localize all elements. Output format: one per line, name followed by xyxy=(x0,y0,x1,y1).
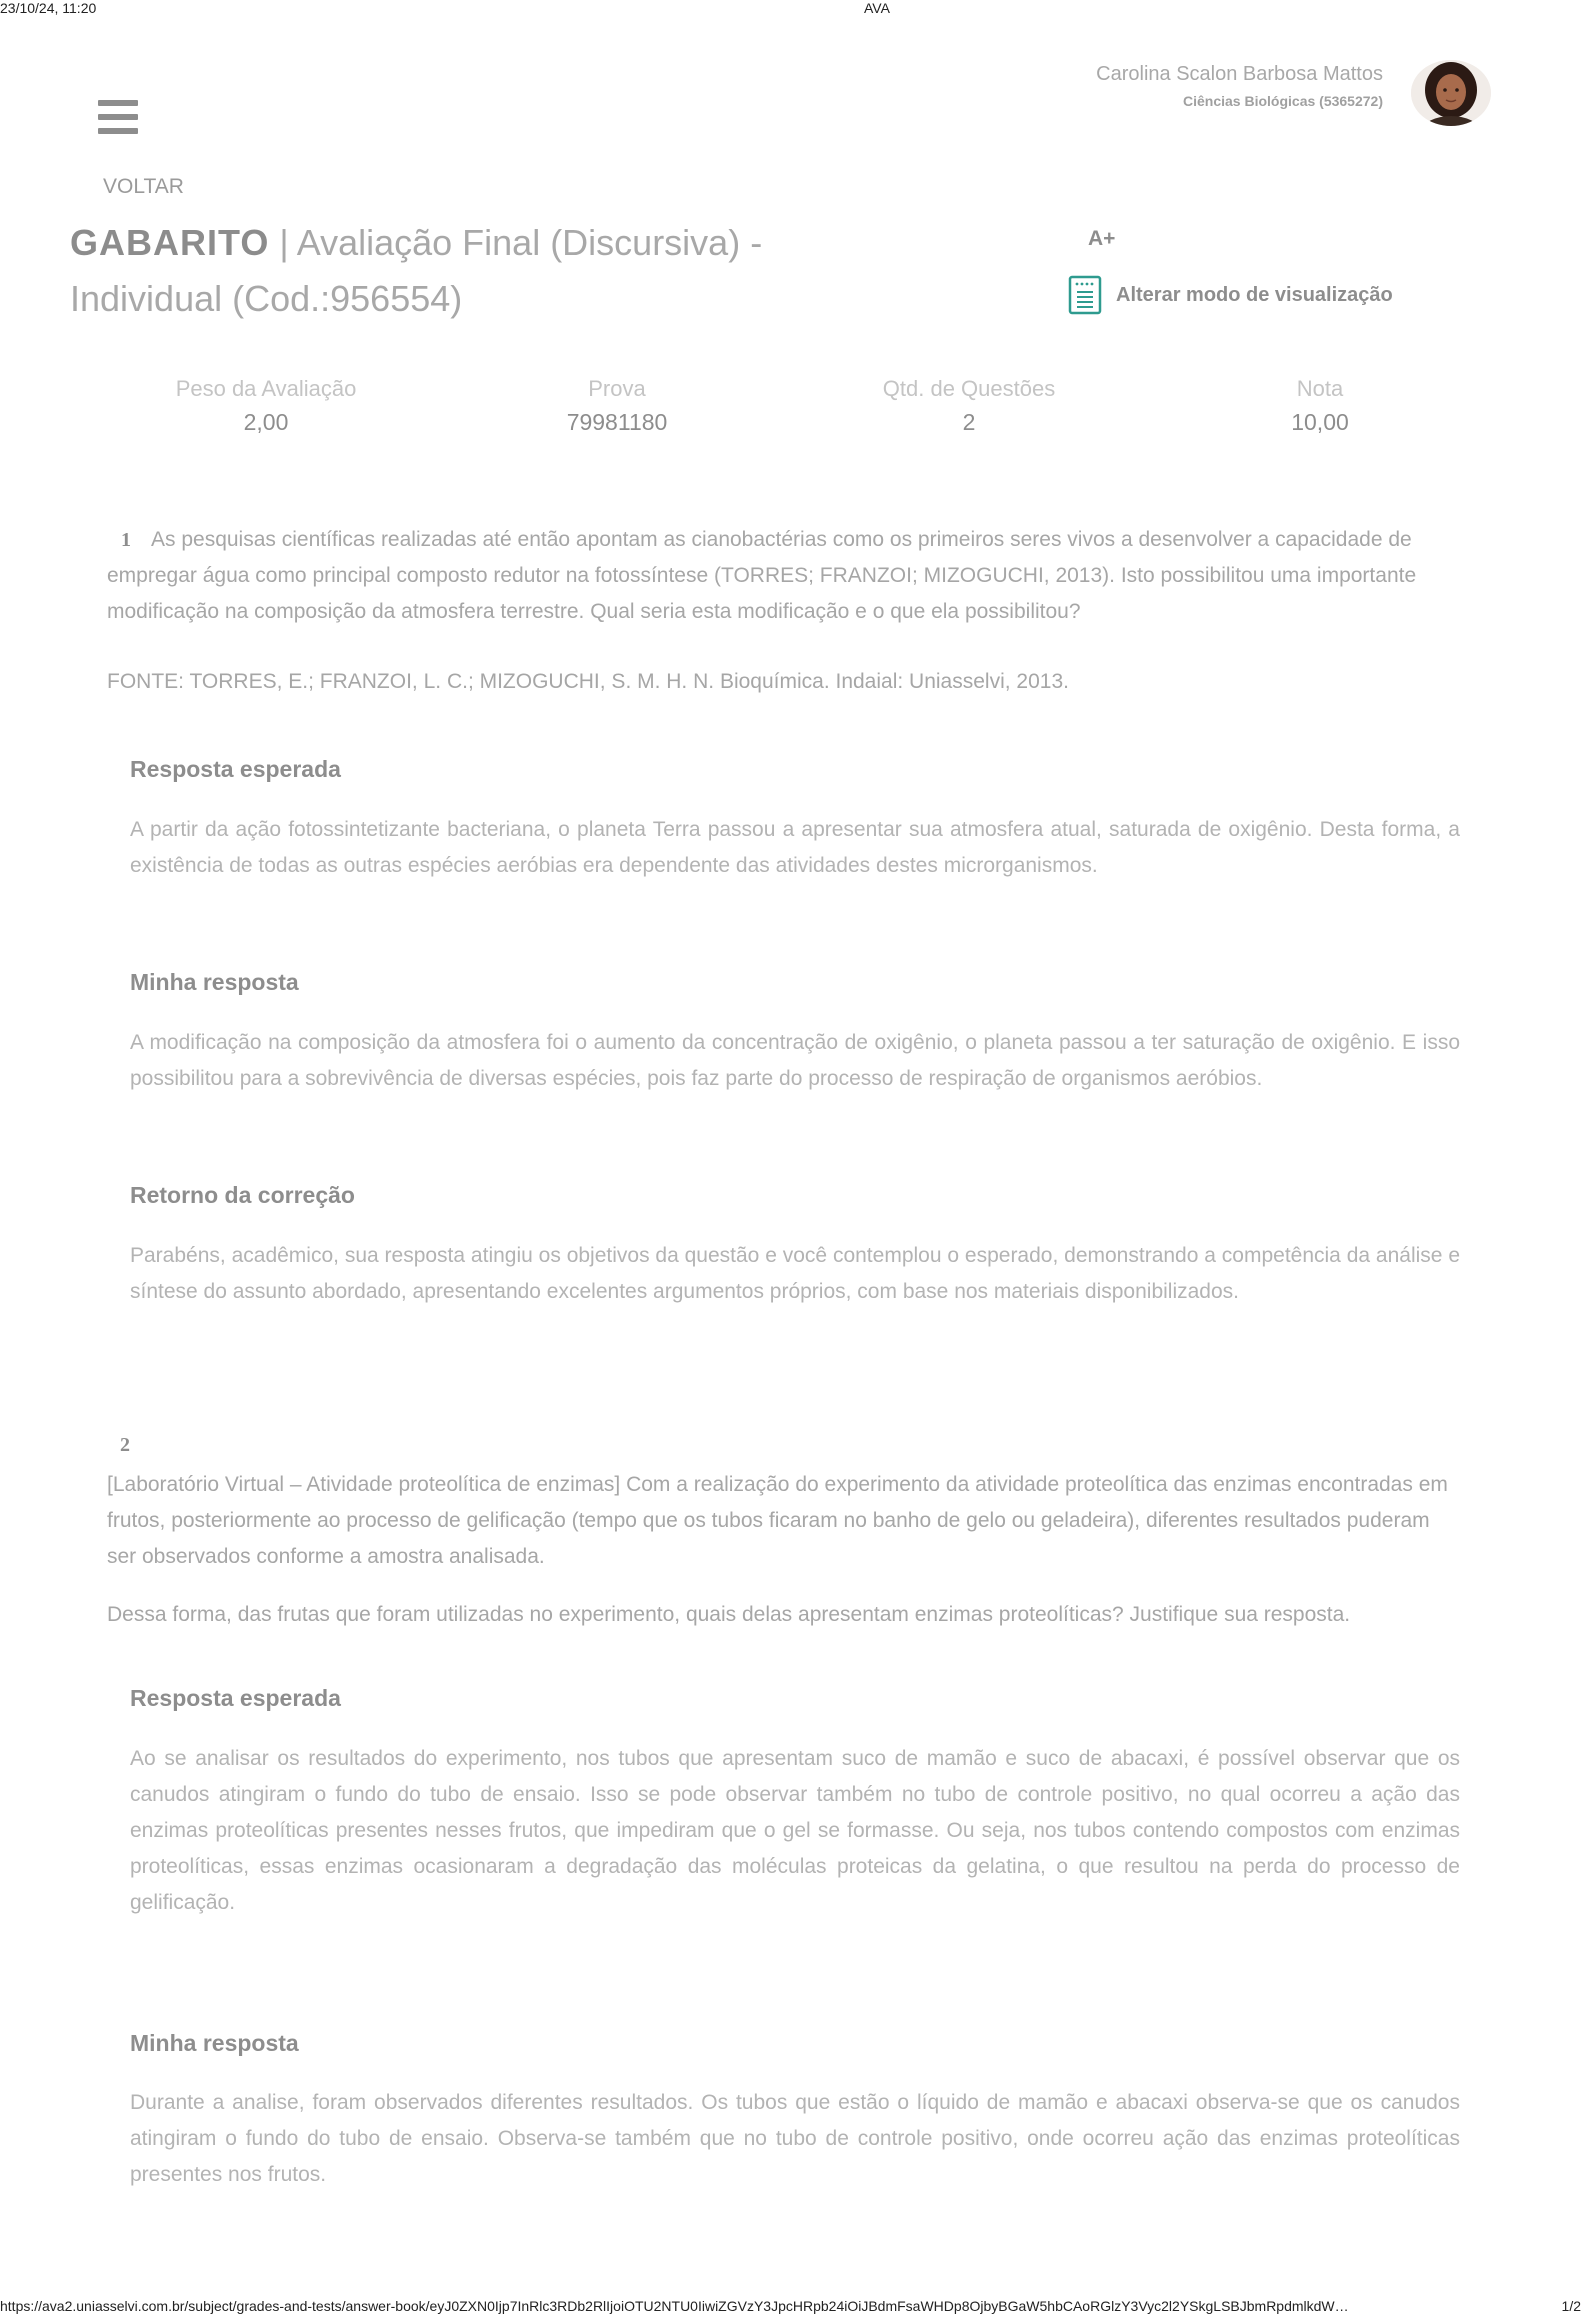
my-answer-title: Minha resposta xyxy=(130,969,299,995)
stat-label: Qtd. de Questões xyxy=(882,376,1056,401)
stat-grade xyxy=(1190,372,1450,438)
question-1-text xyxy=(107,522,1462,630)
back-link[interactable]: VOLTAR xyxy=(103,175,184,198)
stat-weight xyxy=(136,372,396,438)
my-answer-text: Durante a analise, foram observados diferentes resultados. Os tubos que estão o líquido de mamão e abacaxi observa-se que os canudos atingiram o fundo do tubo de ensaio. Observa-se também que no tubo de controle positivo, onde ocorreu ação das enzimas proteolíticas presentes nos frutos. xyxy=(130,2091,1460,2186)
expected-answer-text: Ao se analisar os resultados do experimento, nos tubos que apresentam suco de mamão e suco de abacaxi, é possível observar que os canudos atingiram o fundo do tubo de ensaio. Isso se pode observar também no tubo de controle positivo, no qual ocorreu a ação das enzimas proteolíticas presentes nesses frutos, que impediram que o gel se formasse. Ou seja, nos tubos contendo compostos com enzimas proteolíticas, essas enzimas ocasionaram a degradação das moléculas proteicas da gelatina, o que resultou na perda do processo de gelificação. xyxy=(130,1747,1460,1914)
question-number: 2 xyxy=(120,1434,130,1456)
my-answer-title: Minha resposta xyxy=(130,2030,299,2056)
expected-answer-title: Resposta esperada xyxy=(130,1685,341,1711)
evaluation-stats xyxy=(90,372,1500,442)
stat-exam xyxy=(487,372,747,438)
stat-question-count xyxy=(839,372,1099,438)
feedback-text: Parabéns, acadêmico, sua resposta atingiu os objetivos da questão e você contemplou o esperado, demonstrando a competência da análise e síntese do assunto abordado, apresentando excelentes argumentos próprios, com base nos materiais disponibilizados. xyxy=(130,1244,1460,1303)
print-footer xyxy=(0,2298,1587,2318)
print-title: AVA xyxy=(864,0,890,16)
expected-answer-title: Resposta esperada xyxy=(130,756,341,782)
user-course: Ciências Biológicas (5365272) xyxy=(1183,93,1383,109)
avatar[interactable] xyxy=(1411,60,1491,126)
stat-value: 2 xyxy=(962,409,976,435)
print-datetime: 23/10/24, 11:20 xyxy=(0,0,97,16)
increase-font-button[interactable]: A+ xyxy=(1088,227,1116,250)
question-1-statement: As pesquisas científicas realizadas até então apontam as cianobactérias como os primeiros seres vivos a desenvolver a capacidade de empregar água como principal composto redutor na fotossíntese (TORRES; FRANZOI; MIZOGUCHI, 2013). Isto possibilitou uma importante modificação na composição da atmosfera terrestre. Qual seria esta modificação e o que ela possibilitou? xyxy=(107,528,1417,623)
avatar-photo-icon xyxy=(1411,60,1491,126)
page-title-prefix: GABARITO xyxy=(70,222,270,263)
question-1-source: FONTE: TORRES, E.; FRANZOI, L. C.; MIZOGUCHI, S. M. H. N. Bioquímica. Indaial: Uniasselvi, 2013. xyxy=(107,670,1069,693)
question-2-statement: [Laboratório Virtual – Atividade proteolítica de enzimas] Com a realização do experimento da atividade proteolítica das enzimas encontradas em frutos, posteriormente ao processo de gelificação (tempo que os tubos ficaram no banho de gelo ou geladeira), diferentes resultados puderam ser observados conforme a amostra analisada. xyxy=(107,1473,1448,1568)
stat-label: Nota xyxy=(1296,376,1344,401)
user-name: Carolina Scalon Barbosa Mattos xyxy=(1096,63,1383,85)
question-1 xyxy=(107,522,1462,700)
print-url: https://ava2.uniasselvi.com.br/subject/grades-and-tests/answer-book/eyJ0ZXN0Ijp7InRlc3RDb2RlIjoiOTU2NTU0IiwiZGVzY3JpcHRpb24iOiJBdmFsaWHDp8OjbyBGaW5hbCAoRGlzY3Vyc2l2YSkgLSBJbmRpdmlkdW… xyxy=(0,2298,1349,2314)
question-2-prompt: Dessa forma, das frutas que foram utilizadas no experimento, quais delas apresentam enzimas proteolíticas? Justifique sua resposta. xyxy=(107,1603,1351,1626)
document-view-icon xyxy=(1068,275,1102,315)
stat-value: 79981180 xyxy=(566,409,668,435)
print-header xyxy=(0,0,1587,16)
stat-label: Prova xyxy=(588,376,646,401)
my-answer-text: A modificação na composição da atmosfera foi o aumento da concentração de oxigênio, o planeta passou a ter saturação de oxigênio. E isso possibilitou para a sobrevivência de diversas espécies, pois faz parte do processo de respiração de organismos aeróbios. xyxy=(130,1031,1460,1090)
expected-answer-text: A partir da ação fotossintetizante bacteriana, o planeta Terra passou a apresentar sua atmosfera atual, saturada de oxigênio. Desta forma, a existência de todas as outras espécies aeróbias era dependente das atividades destes microrganismos. xyxy=(130,818,1460,877)
page-title-rest: | Avaliação Final (Discursiva) - Individual (Cod.:956554) xyxy=(70,222,763,319)
page-title xyxy=(70,215,890,327)
stat-value: 2,00 xyxy=(243,409,289,435)
stat-label: Peso da Avaliação xyxy=(175,376,357,401)
question-2 xyxy=(107,1467,1462,1633)
hamburger-menu-icon[interactable] xyxy=(98,100,138,134)
view-mode-button[interactable] xyxy=(1068,274,1393,316)
stat-value: 10,00 xyxy=(1291,409,1349,435)
view-mode-label: Alterar modo de visualização xyxy=(1116,283,1393,306)
feedback-title: Retorno da correção xyxy=(130,1182,355,1208)
print-page-number: 1/2 xyxy=(1561,2298,1581,2314)
question-number: 1 xyxy=(121,529,131,551)
